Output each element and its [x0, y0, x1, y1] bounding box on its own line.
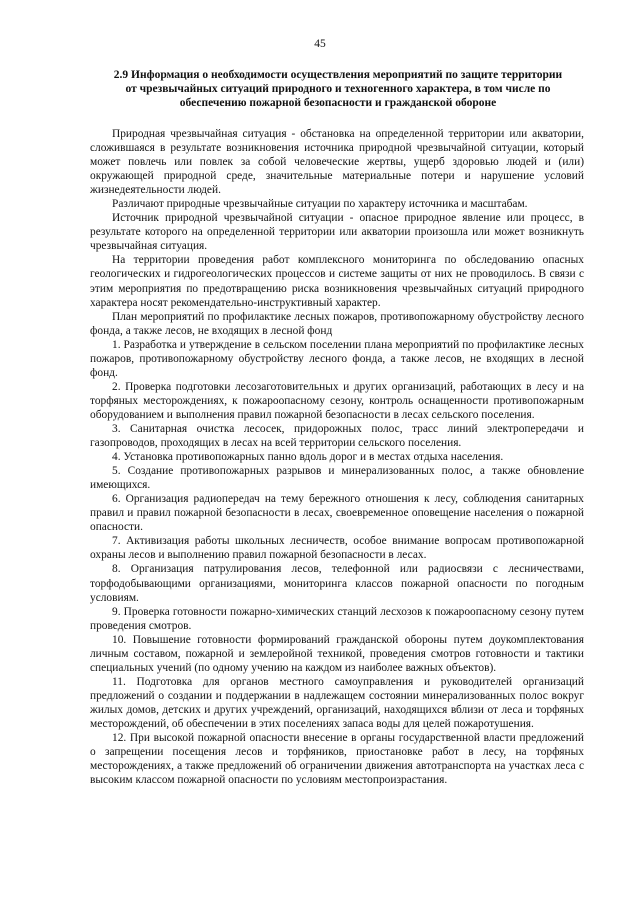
paragraph-emergency-source-definition: Источник природной чрезвычайной ситуации - опасное природное явление или процесс, в результате которого на определенной территории или акватории произошла или может возникнуть чрезвычайная ситуация.: [90, 212, 584, 253]
list-item-10: 10. Повышение готовности формирований гражданской обороны путем доукомплектования личным составом, пожарной и землеройной техникой, проведения смотров готовности и тактики специальных учений (по одному учению на каждом из наиболее важных объектов).: [90, 633, 584, 674]
page-number: 45: [314, 38, 326, 50]
paragraph-emergency-classification: Различают природные чрезвычайные ситуации по характеру источника и масштабам.: [112, 198, 528, 211]
section-heading-line-1: 2.9 Информация о необходимости осуществления мероприятий по защите территории: [113, 69, 563, 81]
list-item-8: 8. Организация патрулирования лесов, телефонной или радиосвязи с лесничествами, торфодобывающими организациями, мониторинга классов пожарной опасности по погодным условиям.: [90, 563, 584, 604]
section-heading-line-2: от чрезвычайных ситуаций природного и техногенного характера, в том числе по: [125, 83, 551, 96]
document-body: [90, 127, 584, 787]
section-heading: [92, 68, 584, 111]
list-item-9: 9. Проверка готовности пожарно-химических станций лесхозов к пожароопасному сезону путем проведения смотров.: [90, 605, 584, 632]
list-item-1: 1. Разработка и утверждение в сельском поселении плана мероприятий по профилактике лесных пожаров, противопожарному обустройству лесного фонда, а также лесов, не входящих в лесной фонд.: [90, 338, 584, 379]
list-item-4: 4. Установка противопожарных панно вдоль дорог и в местах отдыха населения.: [112, 451, 504, 464]
paragraph-fire-prevention-plan-title: План мероприятий по профилактике лесных пожаров, противопожарному обустройству лесного фонда, а также лесов, не входящих в лесной фонд: [90, 310, 584, 337]
list-item-3: 3. Санитарная очистка лесосек, придорожных полос, трасс линий электропередачи и газопроводов, проходящих в лесах на всей территории сельского поселения.: [90, 422, 584, 450]
list-item-5: 5. Создание противопожарных разрывов и минерализованных полос, а также обновление имеющихся.: [90, 465, 584, 492]
section-heading-line-3: обеспечению пожарной безопасности и гражданской обороне: [179, 97, 497, 110]
list-item-2: 2. Проверка подготовки лесозаготовительных и других организаций, работающих в лесу и на торфяных месторождениях, к пожароопасному сезону, контроль оснащенности противопожарным оборудованием и выполнения правил пожарной безопасности в лесах сельского поселения.: [90, 380, 584, 421]
list-item-11: 11. Подготовка для органов местного самоуправления и руководителей организаций предложений о создании и поддержании в надлежащем состоянии минерализованных полос вокруг жилых домов, детских и других учреждений, организаций, находящихся вблизи от леса и торфяных месторождений, об обеспечении в этих поселениях запаса воды для целей пожаротушения.: [90, 675, 584, 730]
paragraph-monitoring-note: На территории проведения работ комплексного мониторинга по обследованию опасных геологических и гидрогеологических процессов и системе защиты от них не проводилось. В связи с этим мероприятия по предотвращению риска возникновения чрезвычайных ситуаций природного характера носят рекомендательно-инструктивный характер.: [90, 254, 584, 309]
list-item-6: 6. Организация радиопередач на тему бережного отношения к лесу, соблюдения санитарных правил и правил пожарной безопасности в лесах, своевременное оповещение населения о пожарной опасности.: [90, 493, 584, 534]
list-item-7: 7. Активизация работы школьных лесничеств, особое внимание вопросам противопожарной охраны лесов и выполнению правил пожарной безопасности в лесах.: [90, 535, 584, 562]
paragraph-natural-emergency-definition: Природная чрезвычайная ситуация - обстановка на определенной территории или акватории, сложившаяся в результате возникновения источника природной чрезвычайной ситуации, который может повлечь или повлек за собой человеческие жертвы, ущерб здоровью людей и (или) окружающей природной среде, значительные материальные потери и нарушение условий жизнедеятельности людей.: [90, 128, 584, 197]
list-item-12: 12. При высокой пожарной опасности внесение в органы государственной власти предложений о запрещении посещения лесов и торфяников, приостановке работ в лесу, на торфяных месторождениях, а также предложений об ограничении движения автотранспорта на участках леса с высоким классом пожарной опасности по условиям местопроизрастания.: [90, 732, 584, 787]
